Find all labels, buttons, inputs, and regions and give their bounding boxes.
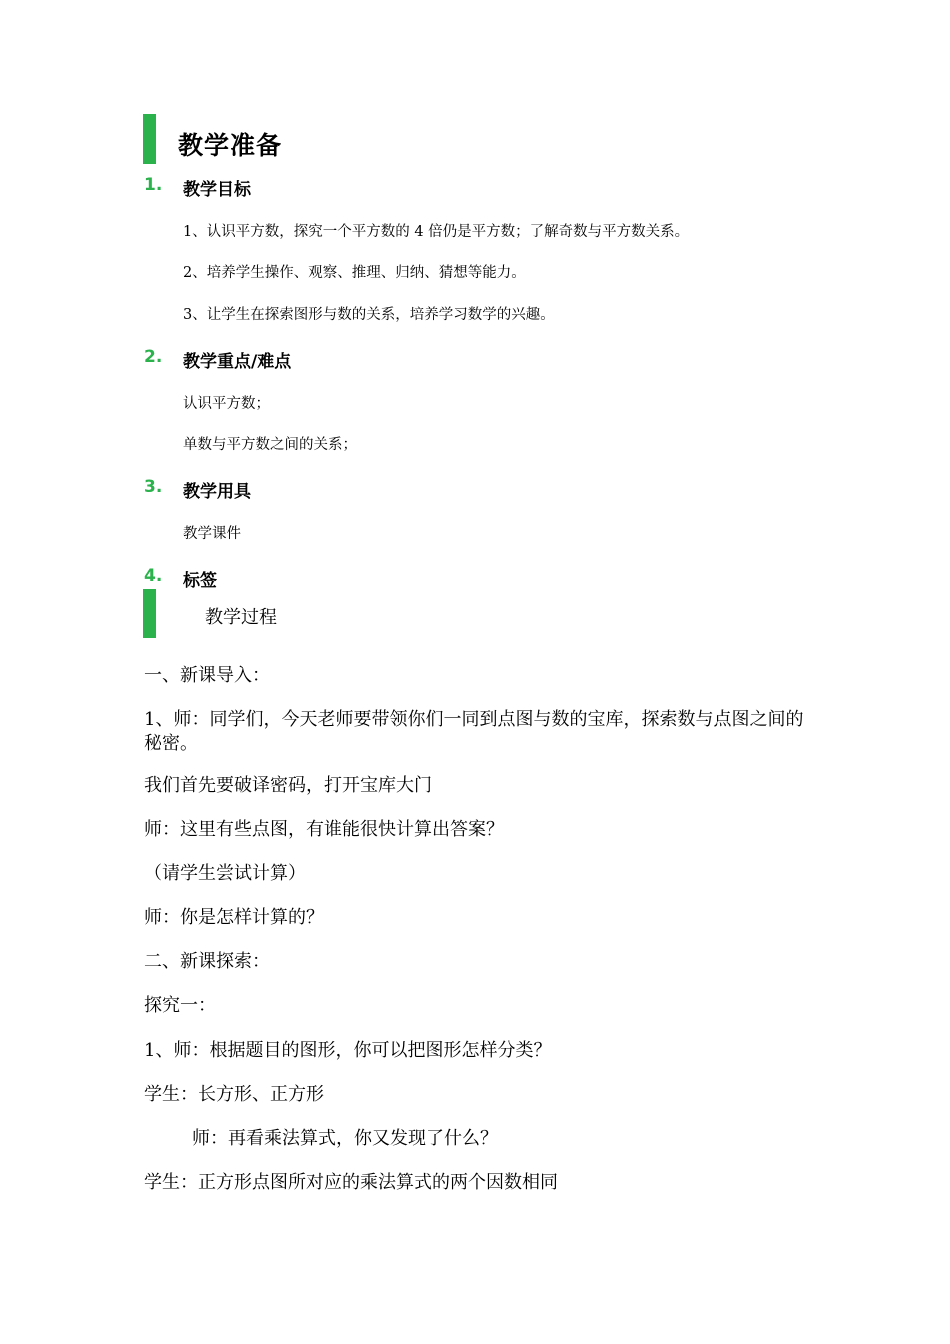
paragraph: 师：你是怎样计算的？ (144, 907, 324, 928)
process-title: 教学过程 (205, 607, 277, 628)
list-item: 3、让学生在探索图形与数的关系，培养学习数学的兴趣。 (183, 307, 555, 323)
section-title: 标签 (183, 571, 217, 591)
paragraph: 学生：长方形、正方形 (144, 1084, 324, 1105)
paragraph: 1、师：同学们，今天老师要带领你们一同到点图与数的宝库，探索数与点图之间的秘密。 (144, 709, 804, 754)
list-item: 单数与平方数之间的关系； (183, 437, 357, 453)
paragraph: 师：这里有些点图，有谁能很快计算出答案？ (144, 819, 504, 840)
section-number: 2. (144, 347, 163, 367)
paragraph: （请学生尝试计算） (144, 863, 306, 884)
list-item: 教学课件 (183, 526, 241, 542)
section-number: 4. (144, 566, 163, 586)
list-item: 认识平方数； (183, 396, 270, 412)
section-title: 教学用具 (183, 482, 251, 502)
page-title: 教学准备 (178, 131, 283, 160)
section-number: 3. (144, 477, 163, 497)
paragraph: 探究一： (144, 995, 216, 1016)
section-title: 教学目标 (183, 180, 251, 200)
section-number: 1. (144, 175, 163, 195)
paragraph: 一、新课导入： (144, 665, 270, 686)
list-item: 1、认识平方数，探究一个平方数的 4 倍仍是平方数；了解奇数与平方数关系。 (183, 224, 690, 240)
process-accent-bar (143, 589, 156, 638)
list-item: 2、培养学生操作、观察、推理、归纳、猜想等能力。 (183, 265, 526, 281)
paragraph: 师：再看乘法算式，你又发现了什么？ (192, 1128, 498, 1149)
header-accent-bar (143, 114, 156, 164)
paragraph: 1、师：根据题目的图形，你可以把图形怎样分类？ (144, 1040, 552, 1061)
paragraph: 我们首先要破译密码，打开宝库大门 (144, 775, 432, 796)
paragraph: 二、新课探索： (144, 951, 270, 972)
paragraph: 学生：正方形点图所对应的乘法算式的两个因数相同 (144, 1172, 558, 1193)
section-title: 教学重点/难点 (183, 352, 292, 372)
